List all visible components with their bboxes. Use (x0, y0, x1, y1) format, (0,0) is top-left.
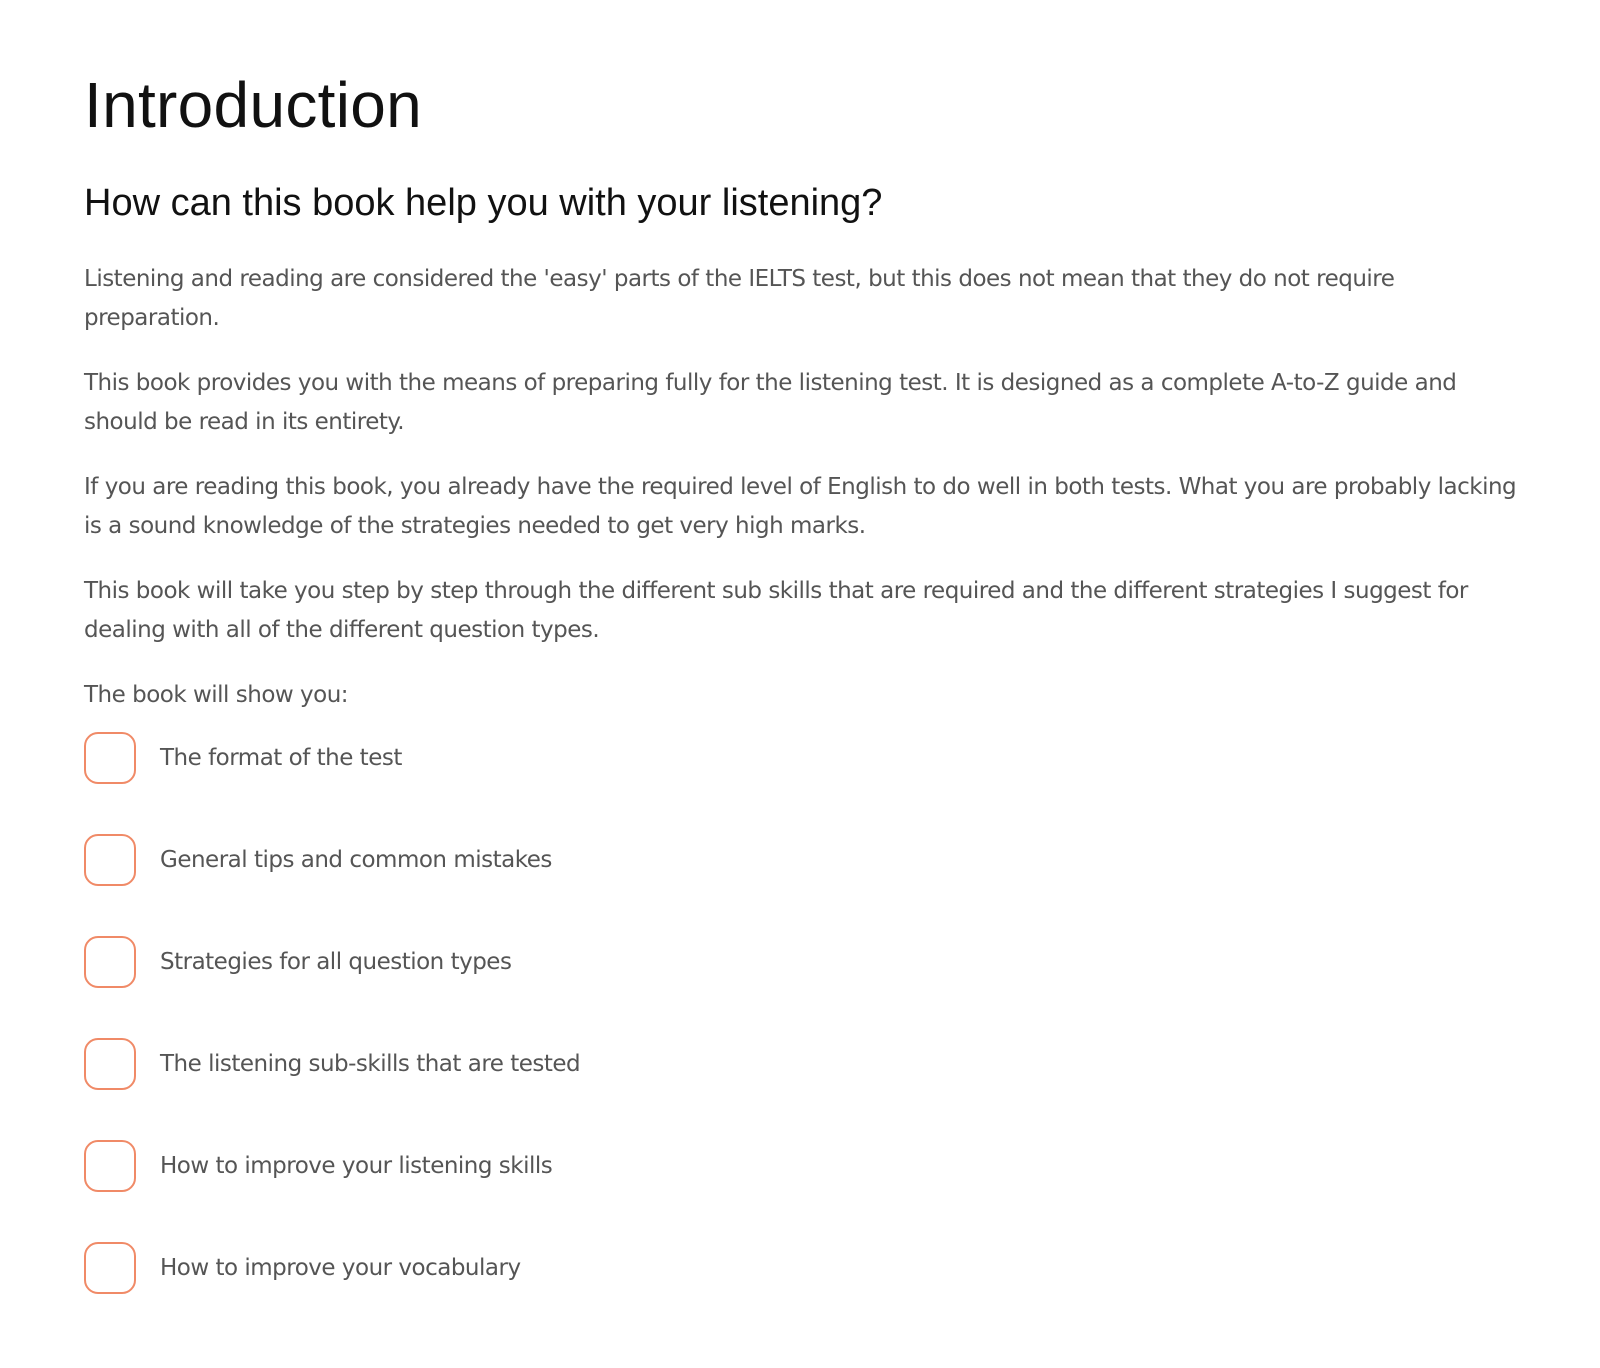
intro-paragraph: This book will take you step by step through the different sub skills that are required and the different strategies I suggest for dealing with all of the different question types. (84, 578, 1468, 643)
checklist-item (84, 831, 1534, 889)
checklist-lead: The book will show you: (84, 682, 349, 708)
intro-paragraph: If you are reading this book, you already have the required level of English to do well in both tests. What you are probably lacking is a sound knowledge of the strategies needed to get very high marks. (84, 474, 1517, 539)
checklist-item (84, 1035, 1534, 1093)
intro-paragraph: Listening and reading are considered the 'easy' parts of the IELTS test, but this does not mean that they do not require preparation. (84, 266, 1395, 331)
page-title: Introduction (84, 69, 423, 141)
checkbox[interactable] (84, 732, 136, 784)
checklist-item-label: General tips and common mistakes (160, 847, 552, 873)
checklist-item-label: The format of the test (160, 745, 402, 771)
checkbox[interactable] (84, 936, 136, 988)
checklist-item (84, 933, 1534, 991)
checklist-item-label: The listening sub-skills that are tested (160, 1051, 581, 1077)
intro-paragraph: This book provides you with the means of preparing fully for the listening test. It is designed as a complete A-to-Z guide and should be read in its entirety. (84, 370, 1457, 435)
checkbox[interactable] (84, 1140, 136, 1192)
checklist-item-label: How to improve your listening skills (160, 1153, 553, 1179)
page-subtitle: How can this book help you with your listening? (84, 182, 883, 224)
checkbox[interactable] (84, 1038, 136, 1090)
checklist-item (84, 1137, 1534, 1195)
checklist (84, 729, 1534, 1297)
checklist-item (84, 1239, 1534, 1297)
checkbox[interactable] (84, 834, 136, 886)
document-page (84, 60, 1534, 1341)
checklist-item-label: How to improve your vocabulary (160, 1255, 521, 1281)
checkbox[interactable] (84, 1242, 136, 1294)
checklist-item (84, 729, 1534, 787)
intro-section (84, 260, 1534, 650)
checklist-item-label: Strategies for all question types (160, 949, 512, 975)
